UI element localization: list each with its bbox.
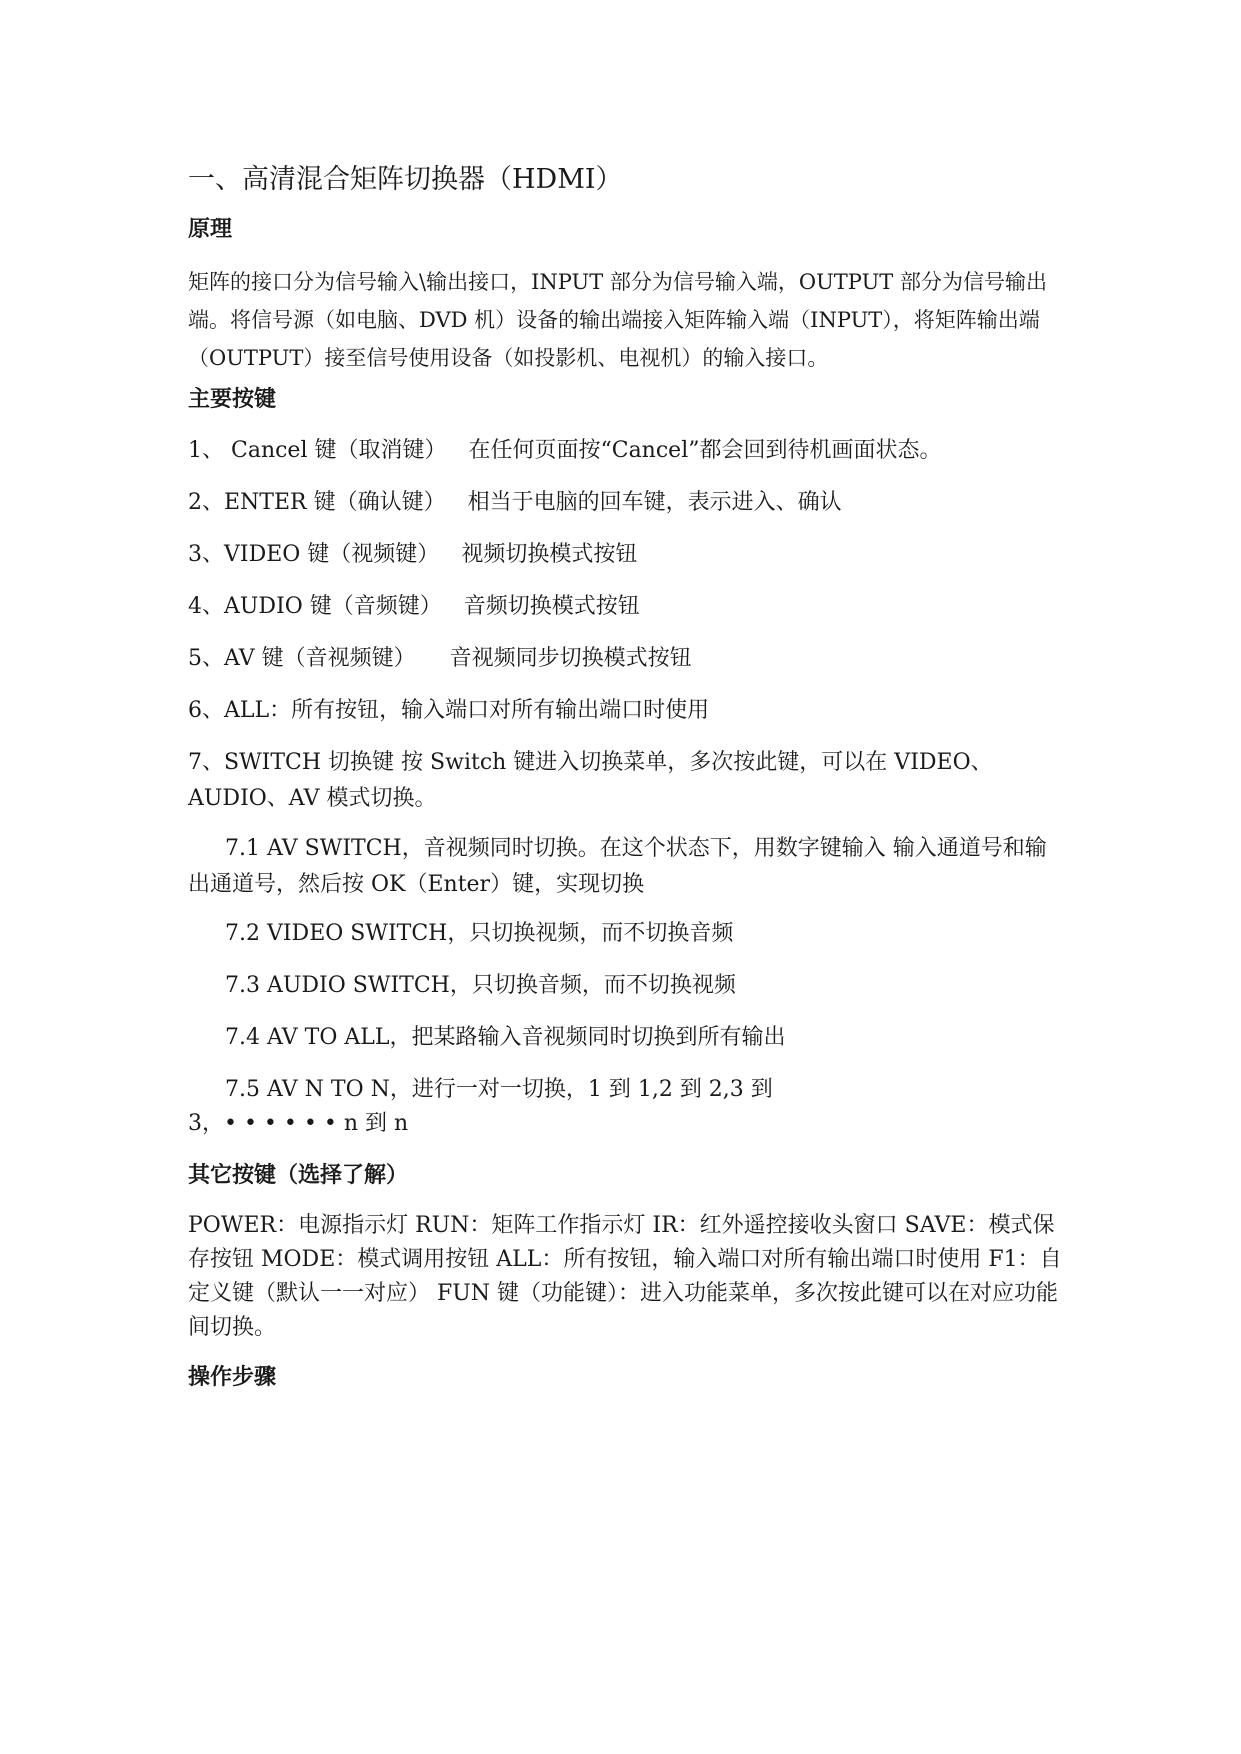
key-item-switch: 7、SWITCH 切换键 按 Switch 键进入切换菜单，多次按此键，可以在 VIDEO、AUDIO、AV 模式切换。 (188, 750, 993, 811)
heading-main-keys: 主要按键 (188, 386, 277, 412)
switch-sub-7-5-line1: 7.5 AV N TO N，进行一对一切换，1 到 1,2 到 2,3 到 (225, 1077, 773, 1102)
switch-sub-7-1: 7.1 AV SWITCH，音视频同时切换。在这个状态下，用数字键输入 输入通道号和输出通道号，然后按 OK（Enter）键，实现切换 (188, 836, 1047, 897)
other-keys-paragraph: POWER：电源指示灯 RUN：矩阵工作指示灯 IR：红外遥控接收头窗口 SAVE：模式保存按钮 MODE：模式调用按钮 ALL：所有按钮，输入端口对所有输出端口时使用 F1：自定义键（默认一一对应） FUN 键（功能键）：进入功能菜单，多次按此键可以在对应功能间切换。 (188, 1213, 1062, 1340)
key-desc: 相当于电脑的回车键，表示进入、确认 (467, 490, 842, 515)
heading-operation: 操作步骤 (188, 1364, 277, 1390)
key-item-audio (188, 589, 640, 625)
key-name: 5、AV 键（音视频键） (188, 646, 416, 671)
principle-paragraph: 矩阵的接口分为信号输入\输出接口，INPUT 部分为信号输入端，OUTPUT 部分为信号输出端。将信号源（如电脑、DVD 机）设备的输出端接入矩阵输入端（INPUT），将矩阵输出端（OUTPUT）接至信号使用设备（如投影机、电视机）的输入接口。 (188, 270, 1047, 370)
key-item-enter (188, 485, 842, 521)
switch-sub-7-3: 7.3 AUDIO SWITCH，只切换音频，而不切换视频 (225, 973, 736, 998)
switch-sub-7-5-line2: 3，• • • • • • n 到 n (188, 1111, 409, 1136)
key-name: 4、AUDIO 键（音频键） (188, 594, 442, 619)
key-desc: 音频切换模式按钮 (463, 594, 640, 619)
key-desc: 音视频同步切换模式按钮 (449, 646, 692, 671)
document-title: 一、高清混合矩阵切换器（HDMI） (188, 164, 623, 195)
key-item-cancel (188, 433, 941, 469)
heading-principle: 原理 (188, 216, 233, 242)
key-item-all (188, 693, 709, 729)
key-desc: 在任何页面按“Cancel”都会回到待机画面状态。 (468, 438, 942, 463)
document-page (188, 0, 1068, 1754)
key-name: 2、ENTER 键（确认键） (188, 490, 446, 515)
key-item-video (188, 537, 637, 573)
heading-other-keys: 其它按键（选择了解） (188, 1162, 409, 1188)
key-name: 1、 Cancel 键（取消键） (188, 438, 447, 463)
switch-sub-7-4: 7.4 AV TO ALL，把某路输入音视频同时切换到所有输出 (225, 1025, 786, 1050)
key-item-av (188, 641, 692, 677)
key-desc: 所有按钮，输入端口对所有输出端口时使用 (291, 698, 710, 723)
switch-sub-7-2: 7.2 VIDEO SWITCH，只切换视频，而不切换音频 (225, 921, 734, 946)
key-name: 3、VIDEO 键（视频键） (188, 542, 440, 567)
key-desc: 视频切换模式按钮 (461, 542, 638, 567)
key-name: 6、ALL： (188, 698, 292, 723)
